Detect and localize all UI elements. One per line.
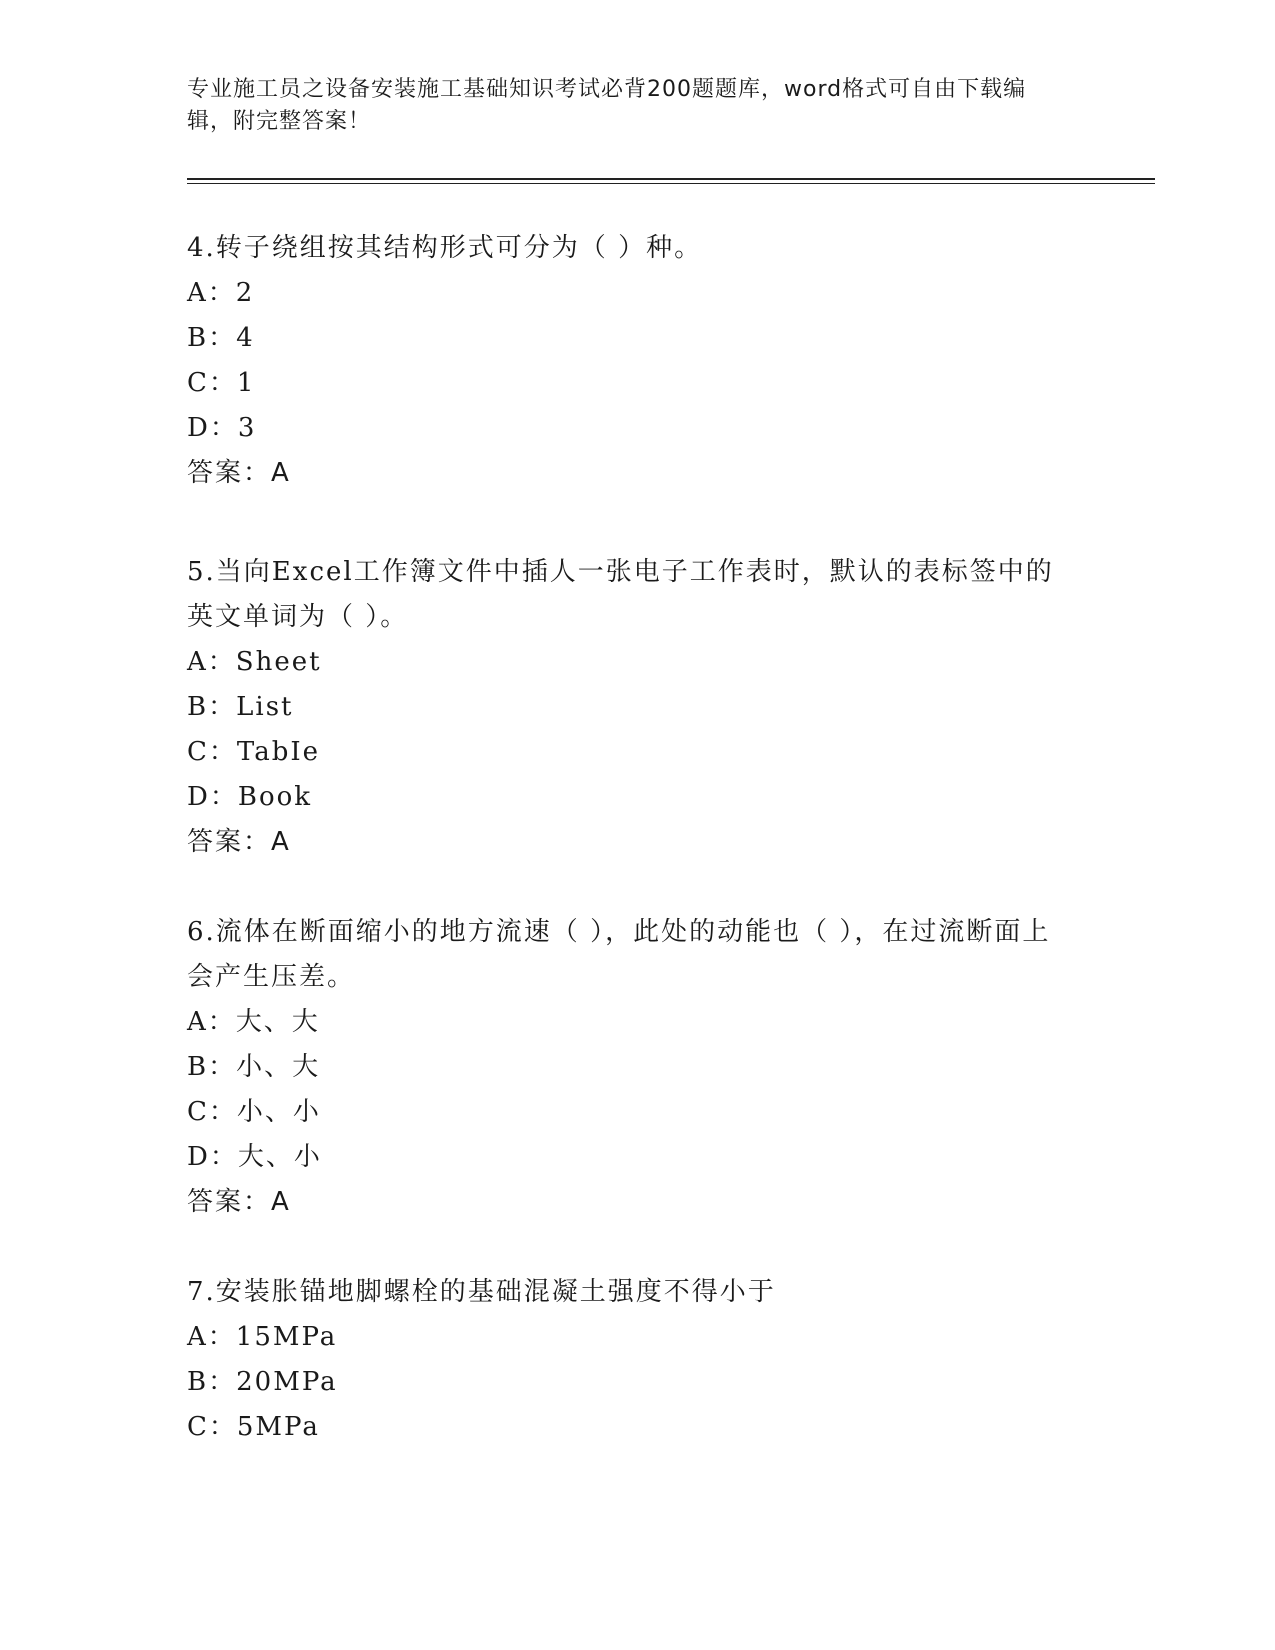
option-a: A：大、大 — [187, 1007, 320, 1037]
question-stem: 4.转子绕组按其结构形式可分为（ ）种。 — [187, 233, 703, 263]
option-c: C：5MPa — [187, 1412, 320, 1442]
option-c: C：1 — [187, 368, 256, 398]
question-stem: 5.当向Excel工作簿文件中插人一张电子工作表时，默认的表标签中的英文单词为（ ）。 — [187, 557, 1054, 632]
answer: 答案：A — [187, 827, 291, 857]
option-d: D：3 — [187, 413, 257, 443]
option-a: A：15MPa — [187, 1322, 338, 1352]
question-stem: 6.流体在断面缩小的地方流速（ ），此处的动能也（ ），在过流断面上会产生压差。 — [187, 917, 1051, 992]
option-b: B：20MPa — [187, 1367, 338, 1397]
question-stem: 7.安装胀锚地脚螺栓的基础混凝土强度不得小于 — [187, 1277, 776, 1307]
question-7 — [187, 1270, 1067, 1450]
question-6 — [187, 910, 1067, 1225]
document-header: 专业施工员之设备安装施工基础知识考试必背200题题库，word格式可自由下载编辑，附完整答案！ — [187, 77, 1027, 134]
option-d: D：大、小 — [187, 1142, 322, 1172]
option-b: B：4 — [187, 323, 255, 353]
option-a: A：2 — [187, 278, 255, 308]
question-4 — [187, 226, 1067, 496]
option-d: D：Book — [187, 782, 313, 812]
answer: 答案：A — [187, 458, 291, 488]
answer: 答案：A — [187, 1187, 291, 1217]
option-b: B：小、大 — [187, 1052, 321, 1082]
header-rule — [187, 178, 1155, 180]
option-c: C：TabIe — [187, 737, 321, 767]
option-b: B：List — [187, 692, 294, 722]
header-rule-thin — [187, 183, 1155, 184]
option-a: A：Sheet — [187, 647, 322, 677]
question-5 — [187, 550, 1067, 865]
option-c: C：小、小 — [187, 1097, 321, 1127]
